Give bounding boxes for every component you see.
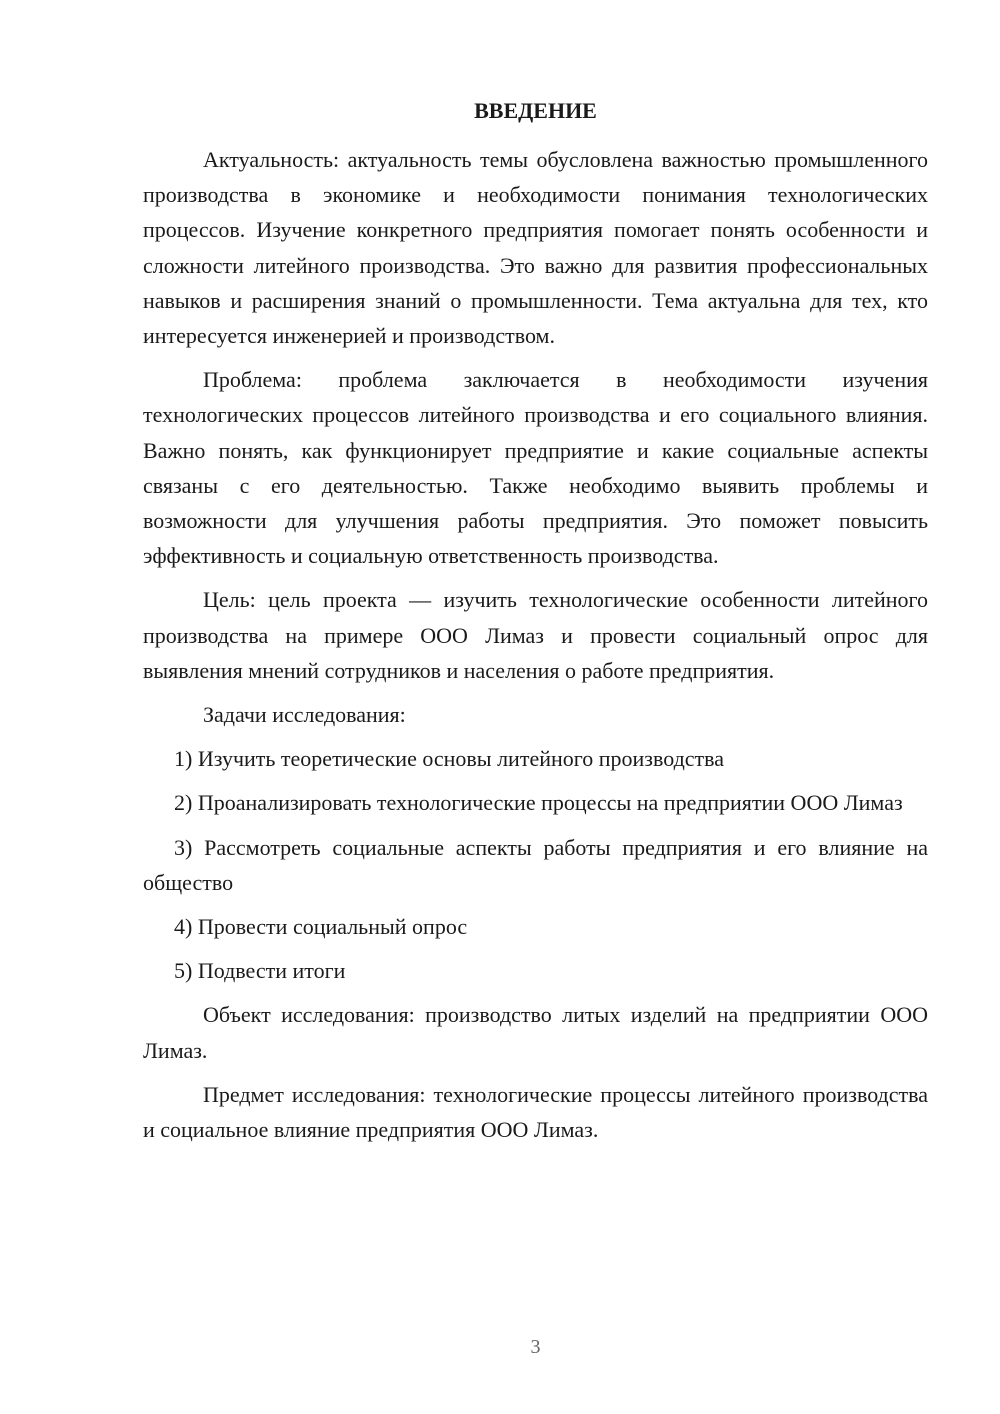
tasks-heading: Задачи исследования: [203, 702, 406, 728]
task-item: 5) Подвести итоги [174, 958, 346, 984]
document-page [143, 0, 928, 1414]
section-heading: ВВЕДЕНИЕ [474, 98, 597, 123]
subject-paragraph: Предмет исследования: технологические процессы литейного производства и социальное влияние предприятия ООО Лимаз. [143, 1081, 928, 1143]
task-item: 1) Изучить теоретические основы литейного производства [174, 746, 725, 772]
body-text [143, 142, 928, 1156]
task-item: 2) Проанализировать технологические процессы на предприятии ООО Лимаз [174, 790, 903, 816]
task-item: 4) Провести социальный опрос [174, 914, 468, 940]
problem-paragraph: Проблема: проблема заключается в необходимости изучения технологических процессов литейного производства и его социального влияния. Важно понять, как функционирует предприятие и какие социальные аспекты связаны с его деятельностью. Также необходимо выявить проблемы и возможности для улучшения работы предприятия. Это поможет повысить эффективность и социальную ответственность производства. [143, 367, 928, 569]
task-item: 3) Рассмотреть социальные аспекты работы предприятия и его влияние на общество [143, 834, 928, 895]
page-number: 3 [530, 1336, 541, 1358]
goal-paragraph: Цель: цель проекта — изучить технологические особенности литейного производства на примере ООО Лимаз и провести социальный опрос для выявления мнений сотрудников и населения о работе предприятия. [143, 587, 928, 683]
object-paragraph: Объект исследования: производство литых изделий на предприятии ООО Лимаз. [143, 1002, 928, 1063]
relevance-paragraph: Актуальность: актуальность темы обусловлена важностью промышленного производства в экономике и необходимости понимания технологических процессов. Изучение конкретного предприятия помогает понять особенности и сложности литейного производства. Это важно для развития профессиональных навыков и расширения знаний о промышленности. Тема актуальна для тех, кто интересуется инженерией и производством. [143, 147, 928, 349]
